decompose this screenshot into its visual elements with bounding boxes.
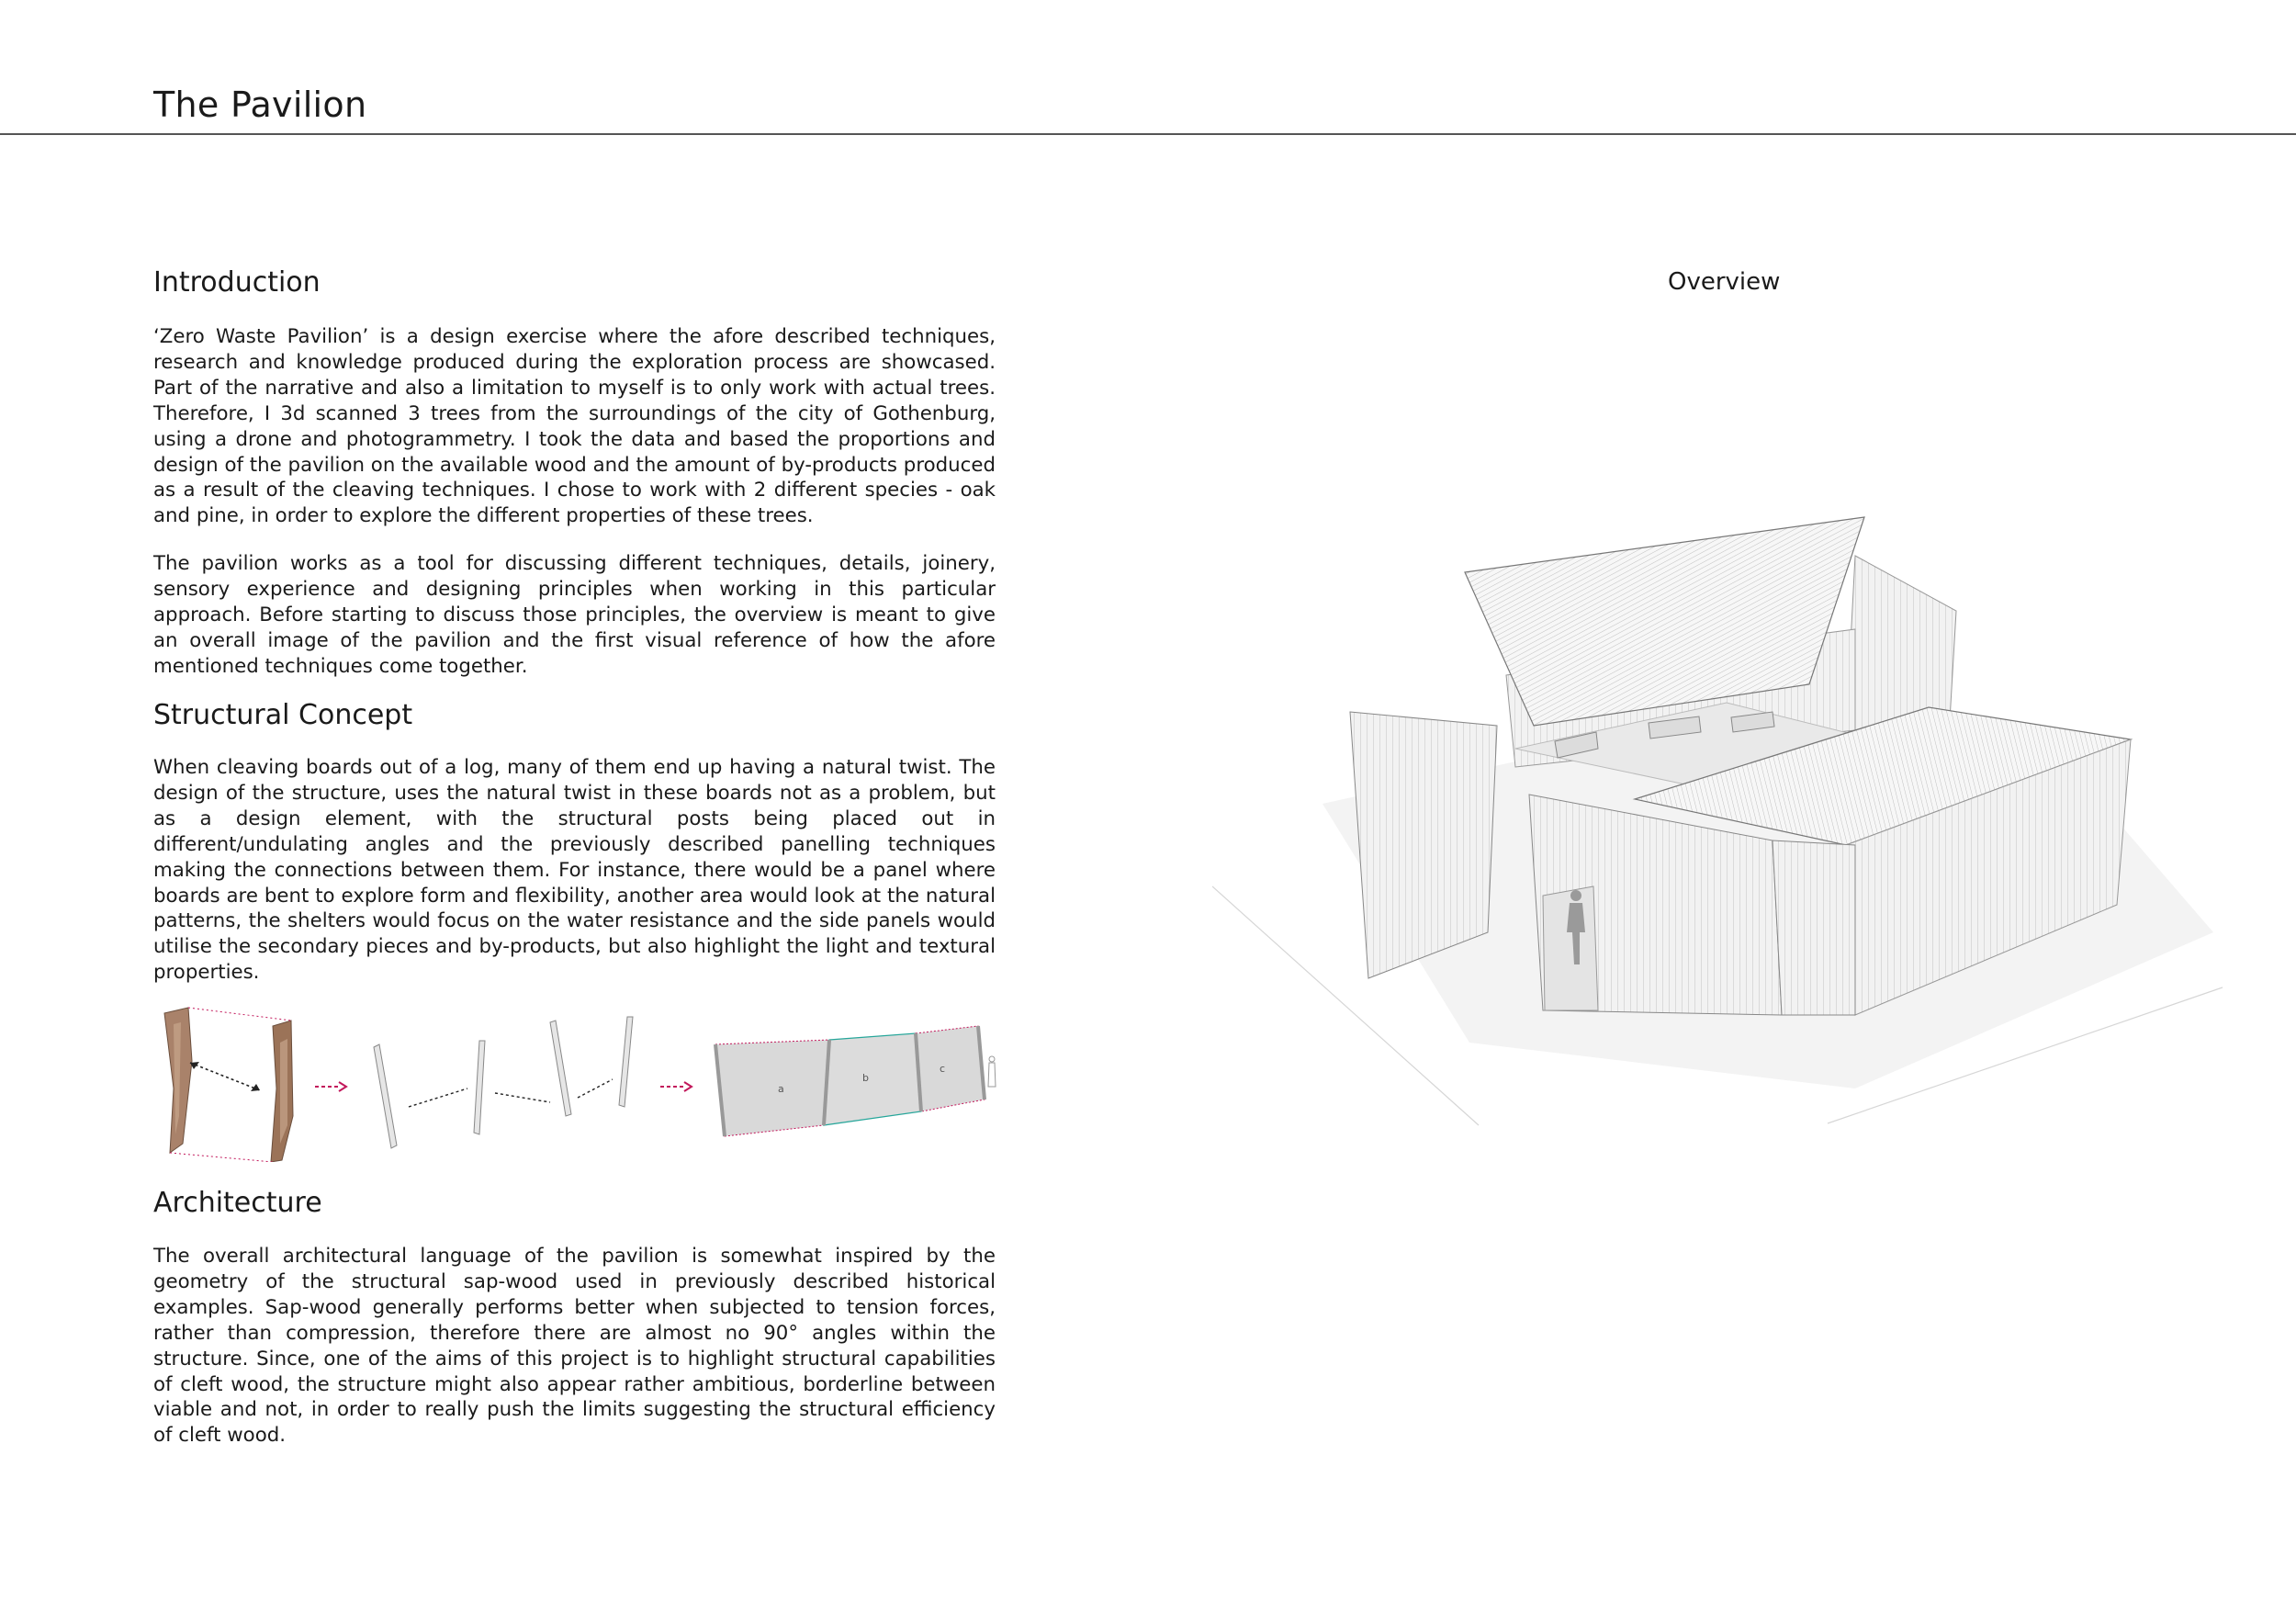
pavilion-overview-render — [1212, 501, 2232, 1144]
introduction-heading: Introduction — [153, 266, 321, 299]
overview-label: Overview — [1668, 268, 1781, 296]
page-title: The Pavilion — [153, 85, 367, 125]
structural-concept-diagram — [153, 1006, 998, 1162]
panel-label-b: b — [862, 1072, 869, 1084]
panel-label-c: c — [940, 1063, 946, 1075]
front-short-panel — [1773, 840, 1855, 1015]
panel-label-a: a — [778, 1083, 784, 1095]
process-arrow-1 — [315, 1082, 346, 1091]
structural-concept-paragraph: When cleaving boards out of a log, many of them end up having a natural twist. The design of the structure, uses the natural twist in these boards not as a problem, but as a design element, with the structural posts being placed out in different/undulating angles and the previously described panelling techniques making the connections between them. For instance, there would be a panel where boards are bent to explore form and flexibility, another area would look at the natural patterns, the shelters would focus on the water resistance and the side panels would utilise the secondary pieces and by-products, but also highlight the light and textural properties. — [153, 756, 996, 985]
title-rule — [0, 133, 2296, 135]
architecture-heading: Architecture — [153, 1187, 322, 1219]
scale-figure-small — [988, 1056, 996, 1087]
panel-assembly-illustration — [715, 1026, 996, 1136]
introduction-paragraph-2: The pavilion works as a tool for discussing different techniques, details, joinery, sensory experience and designing principles when working in this particular approach. Before starting to discuss those principles, the overview is meant to give an overall image of the pavilion and the first visual reference of how the afore mentioned techniques come together. — [153, 552, 996, 678]
process-arrow-2 — [660, 1082, 692, 1091]
twisted-boards-illustration — [374, 1017, 633, 1148]
cleaved-log-illustration — [164, 1008, 293, 1162]
architecture-paragraph: The overall architectural language of the pavilion is somewhat inspired by the geometry of the structural sap-wood used in previously described historical examples. Sap-wood generally performs better when subjected to tension forces, rather than compression, therefore there are almost no 90° angles within the structure. Since, one of the aims of this project is to highlight structural capabilities of cleft wood, the structure might also appear rather ambitious, borderline between viable and not, in order to really push the limits suggesting the structural efficiency of cleft wood. — [153, 1245, 996, 1448]
introduction-paragraph-1: ‘Zero Waste Pavilion’ is a design exercise where the afore described techniques, research and knowledge produced during the exploration process are showcased. Part of the narrative and also a limitation to myself is to only work with actual trees. Therefore, I 3d scanned 3 trees from the surroundings of the city of Gothenburg, using a drone and photogrammetry. I took the data and based the proportions and design of the pavilion on the available wood and the amount of by-products produced as a result of the cleaving techniques. I chose to work with 2 different species - oak and pine, in order to explore the different properties of these trees. — [153, 325, 996, 528]
structural-concept-heading: Structural Concept — [153, 699, 413, 731]
